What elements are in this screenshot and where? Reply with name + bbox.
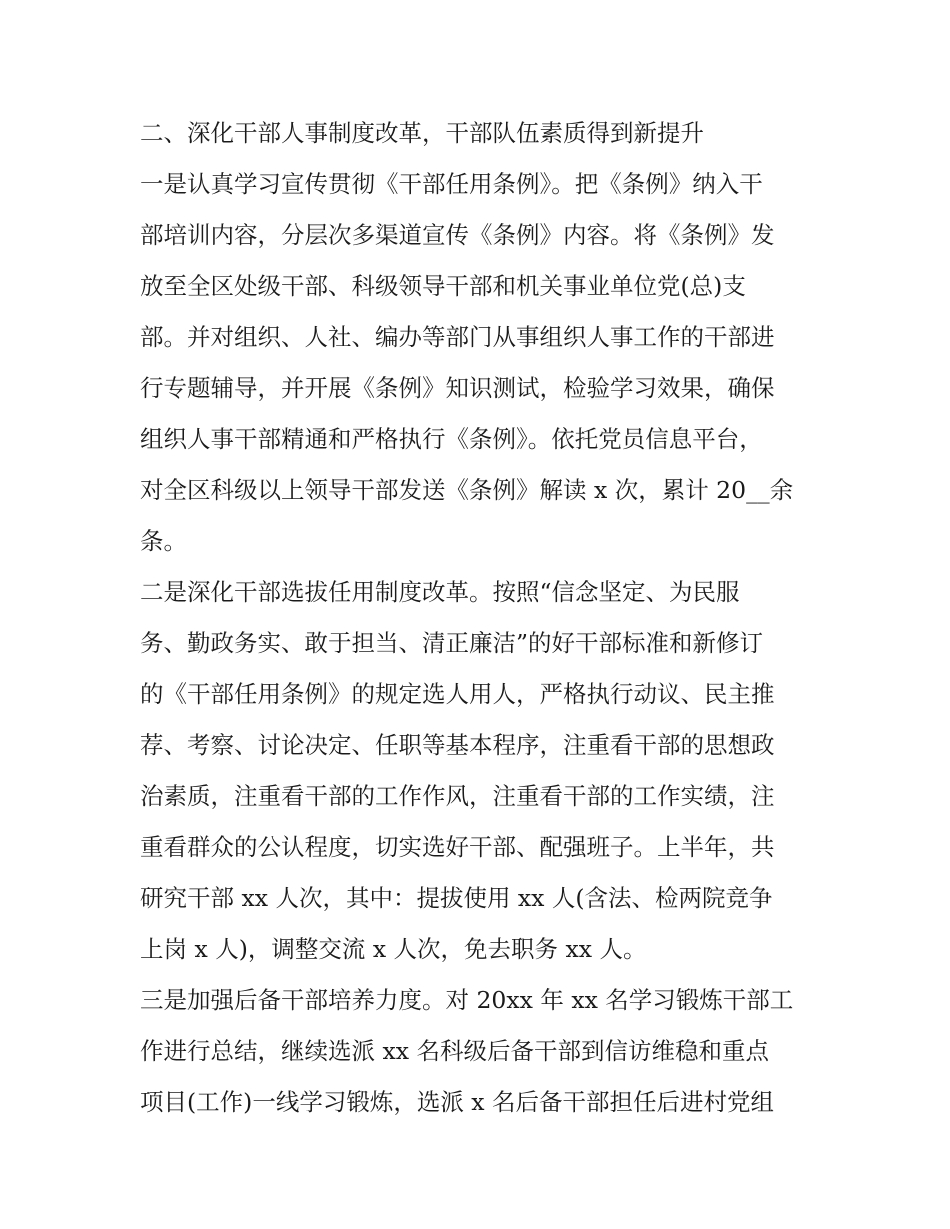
text-line: 研究干部 xx 人次，其中：提拔使用 xx 人(含法、检两院竞争 bbox=[140, 884, 773, 912]
text-line: 对全区科级以上领导干部发送《条例》解读 x 次，累计 20__余 bbox=[140, 476, 794, 504]
text-line: 作进行总结，继续选派 xx 名科级后备干部到信访维稳和重点 bbox=[140, 1037, 769, 1065]
text-line: 条。 bbox=[140, 527, 187, 555]
text-line: 重看群众的公认程度，切实选好干部、配强班子。上半年，共 bbox=[140, 833, 775, 861]
text-line: 治素质，注重看干部的工作作风，注重看干部的工作实绩，注 bbox=[140, 782, 775, 810]
text-line: 部。并对组织、人社、编办等部门从事组织人事工作的干部进 bbox=[140, 323, 775, 351]
text-line: 一是认真学习宣传贯彻《干部任用条例》。把《条例》纳入干 bbox=[140, 170, 763, 198]
text-line: 放至全区处级干部、科级领导干部和机关事业单位党(总)支 bbox=[140, 272, 746, 300]
section-heading: 二、深化干部人事制度改革，干部队伍素质得到新提升 bbox=[140, 119, 704, 147]
text-line: 务、勤政务实、敢于担当、清正廉洁”的好干部标准和新修订 bbox=[140, 629, 764, 657]
text-line: 二是深化干部选拔任用制度改革。按照“信念坚定、为民服 bbox=[140, 578, 740, 606]
text-line: 上岗 x 人)，调整交流 x 人次，免去职务 xx 人。 bbox=[140, 935, 647, 963]
text-line: 三是加强后备干部培养力度。对 20xx 年 xx 名学习锻炼干部工 bbox=[140, 986, 794, 1014]
body-text bbox=[140, 108, 820, 1128]
text-line: 组织人事干部精通和严格执行《条例》。依托党员信息平台， bbox=[140, 425, 763, 453]
text-line: 行专题辅导，并开展《条例》知识测试，检验学习效果，确保 bbox=[140, 374, 775, 402]
text-line: 部培训内容，分层次多渠道宣传《条例》内容。将《条例》发 bbox=[140, 221, 775, 249]
text-line: 荐、考察、讨论决定、任职等基本程序，注重看干部的思想政 bbox=[140, 731, 775, 759]
text-line: 项目(工作)一线学习锻炼，选派 x 名后备干部担任后进村党组 bbox=[140, 1088, 775, 1116]
text-line: 的《干部任用条例》的规定选人用人，严格执行动议、民主推 bbox=[140, 680, 775, 708]
